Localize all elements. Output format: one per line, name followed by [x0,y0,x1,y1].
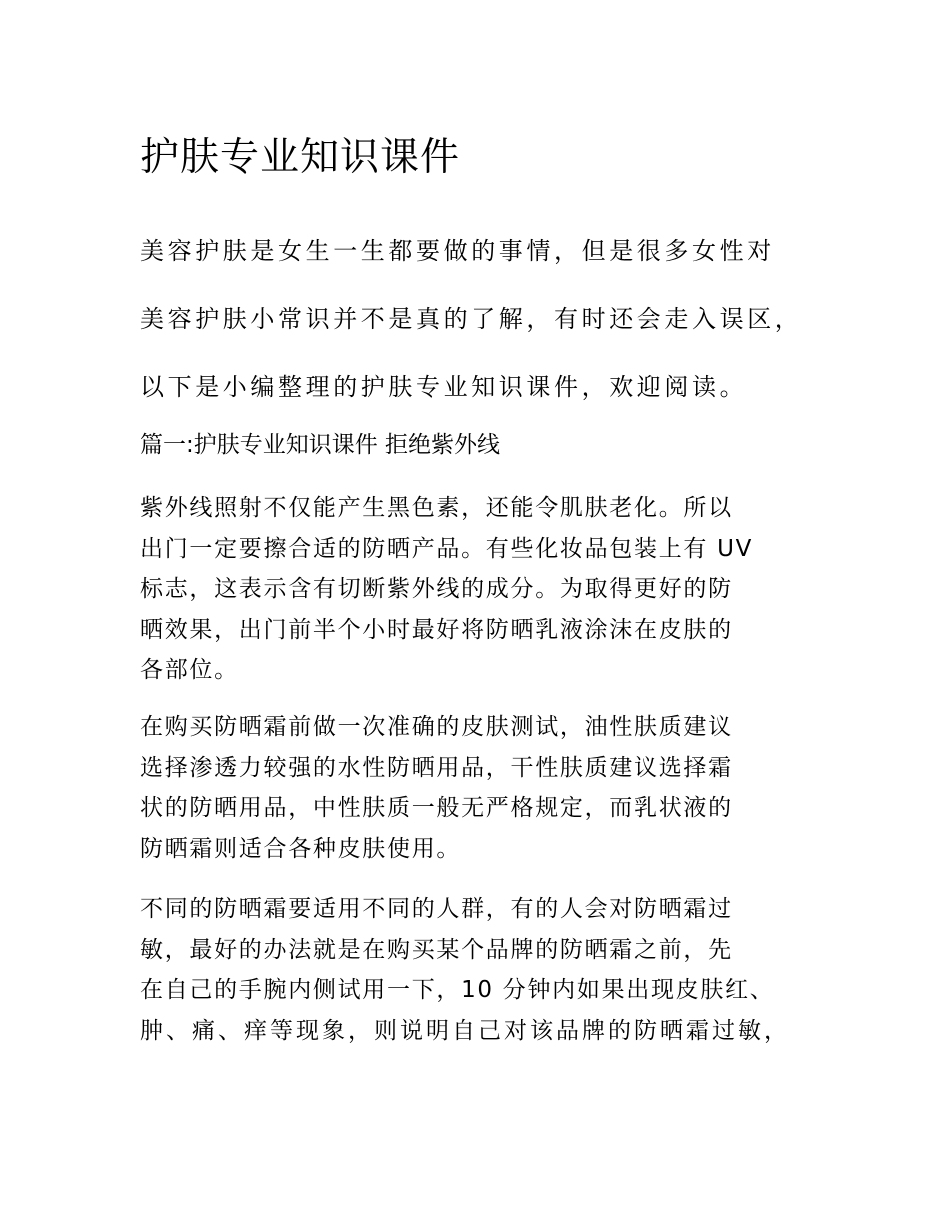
paragraph-1-line: 出门一定要擦合适的防晒产品。有些化妆品包装上有 UV [140,535,754,562]
intro-line-3: 以下是小编整理的护肤专业知识课件，欢迎阅读。 [140,373,748,401]
section-heading: 篇一:护肤专业知识课件 拒绝紫外线 [140,432,501,458]
intro-line-1: 美容护肤是女生一生都要做的事情，但是很多女性对 [140,237,775,265]
document-title: 护肤专业知识课件 [140,135,461,180]
paragraph-3-line: 不同的防晒霜要适用不同的人群，有的人会对防晒霜过 [140,896,733,922]
paragraph-1-line: 晒效果，出门前半个小时最好将防晒乳液涂沫在皮肤的 [140,616,733,643]
paragraph-1 [140,488,753,691]
paragraph-3-line: 肿、痛、痒等现象，则说明自己对该品牌的防晒霜过敏， [140,1017,790,1044]
paragraph-2-line: 状的防晒用品，中性肤质一般无严格规定，而乳状液的 [140,795,733,821]
intro-line-2: 美容护肤小常识并不是真的了解，有时还会走入误区， [140,305,803,333]
paragraph-3 [140,889,790,1051]
paragraph-1-line: 各部位。 [140,657,239,683]
paragraph-3-line: 在自己的手腕内侧试用一下，10 分钟内如果出现皮肤红、 [140,977,775,1003]
paragraph-1-line: 标志，这表示含有切断紫外线的成分。为取得更好的防 [140,576,733,602]
paragraph-3-line: 敏，最好的办法就是在购买某个品牌的防晒霜之前，先 [140,936,733,963]
paragraph-1-line: 紫外线照射不仅能产生黑色素，还能令肌肤老化。所以 [140,495,733,521]
paragraph-2-line: 选择渗透力较强的水性防晒用品，干性肤质建议选择霜 [140,754,733,781]
paragraph-2 [140,707,733,869]
paragraph-2-line: 防晒霜则适合各种皮肤使用。 [140,835,462,862]
paragraph-2-line: 在购买防晒霜前做一次准确的皮肤测试，油性肤质建议 [140,714,733,740]
